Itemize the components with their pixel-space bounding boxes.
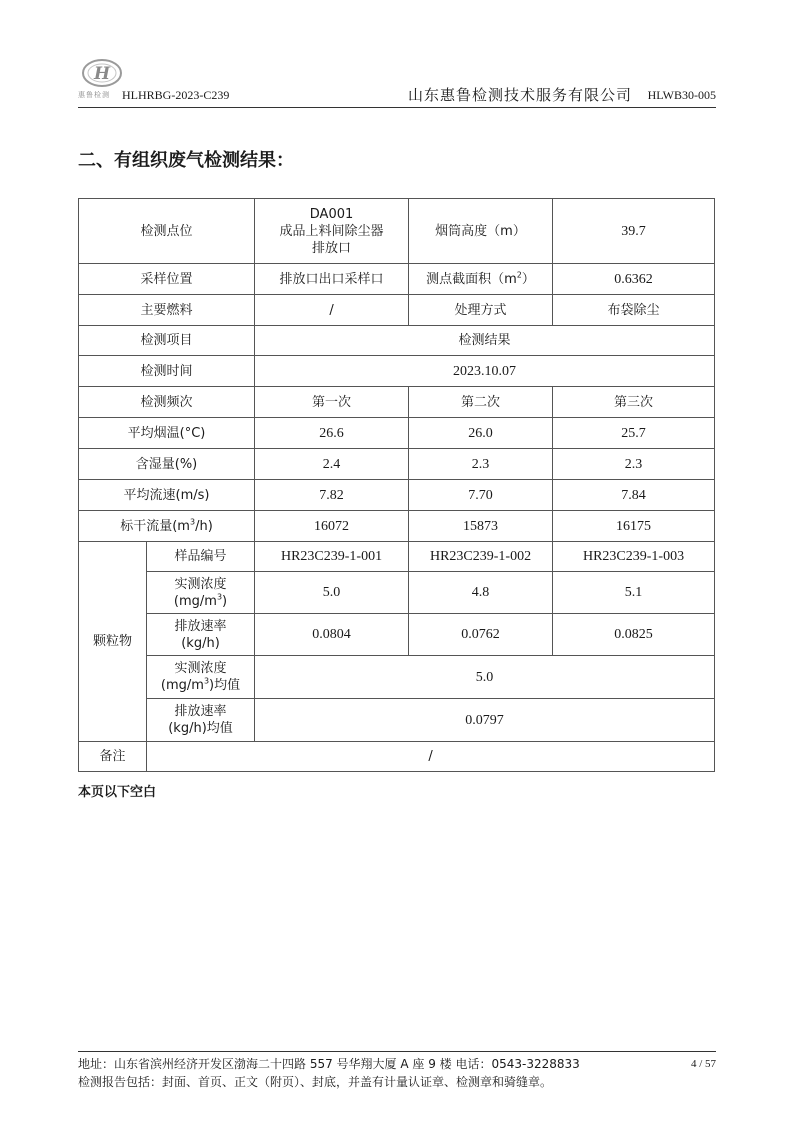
conc-value-2: 4.8 bbox=[409, 572, 553, 614]
time-value: 2023.10.07 bbox=[255, 356, 715, 387]
table-row bbox=[79, 326, 715, 356]
rate-avg-value: 0.0797 bbox=[255, 699, 715, 742]
humidity-label: 含湿量(%) bbox=[79, 449, 255, 480]
particulate-label: 颗粒物 bbox=[79, 542, 147, 742]
rate-label bbox=[147, 614, 255, 656]
conc-avg-label bbox=[147, 656, 255, 699]
fuel-value: / bbox=[255, 295, 409, 326]
sample-id-1: HR23C239-1-001 bbox=[255, 542, 409, 572]
rate-value-3: 0.0825 bbox=[553, 614, 715, 656]
point-label: 检测点位 bbox=[79, 199, 255, 264]
flow-value-2: 15873 bbox=[409, 511, 553, 542]
table-row bbox=[79, 742, 715, 772]
report-code: HLHRBG-2023-C239 bbox=[122, 88, 230, 102]
conc-label-line1: 实测浓度 bbox=[174, 576, 227, 592]
table-row bbox=[79, 449, 715, 480]
conc-avg-unit-suffix: )均值 bbox=[209, 678, 241, 693]
run-1: 第一次 bbox=[255, 387, 409, 418]
sample-id-label: 样品编号 bbox=[147, 542, 255, 572]
footer-address: 地址：山东省滨州经济开发区渤海二十四路 557 号华翔大厦 A 座 9 楼 电话：0543-3228833 bbox=[78, 1057, 580, 1071]
stack-height-value: 39.7 bbox=[553, 199, 715, 264]
section-area-value: 0.6362 bbox=[553, 264, 715, 295]
velocity-value-3: 7.84 bbox=[553, 480, 715, 511]
humidity-value-3: 2.3 bbox=[553, 449, 715, 480]
page-footer bbox=[78, 1051, 716, 1091]
velocity-label: 平均流速(m/s) bbox=[79, 480, 255, 511]
conc-avg-label-line2 bbox=[149, 677, 252, 694]
table-row bbox=[79, 511, 715, 542]
flow-value-1: 16072 bbox=[255, 511, 409, 542]
table-row bbox=[79, 418, 715, 449]
velocity-value-1: 7.82 bbox=[255, 480, 409, 511]
point-code: DA001 bbox=[309, 206, 354, 222]
conc-unit-sup: 3 bbox=[216, 592, 223, 602]
fuel-label: 主要燃料 bbox=[79, 295, 255, 326]
table-row bbox=[79, 264, 715, 295]
emission-results-table bbox=[78, 198, 715, 772]
conc-label bbox=[147, 572, 255, 614]
table-row bbox=[79, 656, 715, 699]
conc-avg-unit-text: (mg/m bbox=[160, 678, 204, 693]
rate-value-2: 0.0762 bbox=[409, 614, 553, 656]
table-row bbox=[79, 295, 715, 326]
stack-height-label: 烟筒高度（m） bbox=[409, 199, 553, 264]
conc-avg-value: 5.0 bbox=[255, 656, 715, 699]
rate-avg-label-line2: (kg/h)均值 bbox=[168, 721, 233, 736]
velocity-value-2: 7.70 bbox=[409, 480, 553, 511]
form-code: HLWB30-005 bbox=[647, 88, 716, 102]
humidity-value-1: 2.4 bbox=[255, 449, 409, 480]
table-row bbox=[79, 199, 715, 264]
table-row bbox=[79, 614, 715, 656]
flow-label-text: 标干流量(m bbox=[120, 518, 190, 534]
section-area-label-text: 测点截面积（m bbox=[426, 271, 517, 287]
page-number: 4 / 57 bbox=[690, 1058, 716, 1070]
table-row bbox=[79, 356, 715, 387]
sampling-position-value: 排放口出口采样口 bbox=[255, 264, 409, 295]
rate-label-line1: 排放速率 bbox=[174, 618, 227, 634]
sampling-position-label: 采样位置 bbox=[79, 264, 255, 295]
temp-label: 平均烟温(°C) bbox=[79, 418, 255, 449]
run-3: 第三次 bbox=[553, 387, 715, 418]
treatment-label: 处理方式 bbox=[409, 295, 553, 326]
company-name: 山东惠鲁检测技术服务有限公司 bbox=[407, 86, 632, 104]
conc-unit-text: (mg/m bbox=[173, 593, 217, 609]
section-area-label-suffix: ） bbox=[521, 271, 535, 287]
treatment-value: 布袋除尘 bbox=[553, 295, 715, 326]
flow-label-sup: 3 bbox=[189, 517, 196, 527]
header-divider bbox=[78, 107, 716, 108]
flow-label-suffix: /h) bbox=[195, 518, 213, 534]
conc-avg-label-line1: 实测浓度 bbox=[174, 661, 227, 676]
conc-value-1: 5.0 bbox=[255, 572, 409, 614]
rate-avg-label bbox=[147, 699, 255, 742]
footer-address-line bbox=[78, 1055, 716, 1073]
temp-value-2: 26.0 bbox=[409, 418, 553, 449]
sample-id-2: HR23C239-1-002 bbox=[409, 542, 553, 572]
rate-avg-label-line1: 排放速率 bbox=[174, 704, 227, 719]
svg-text:H: H bbox=[93, 64, 111, 84]
time-label: 检测时间 bbox=[79, 356, 255, 387]
point-location: 成品上料间除尘器 bbox=[279, 223, 384, 239]
run-2: 第二次 bbox=[409, 387, 553, 418]
point-outlet: 排放口 bbox=[312, 240, 352, 256]
conc-avg-unit-sup: 3 bbox=[203, 676, 210, 686]
table-row bbox=[79, 542, 715, 572]
sample-id-3: HR23C239-1-003 bbox=[553, 542, 715, 572]
logo-text: 惠鲁检测 bbox=[78, 91, 110, 99]
footer-contents-note: 检测报告包括：封面、首页、正文（附页）、封底，并盖有计量认证章、检测章和骑缝章。 bbox=[78, 1075, 553, 1089]
conc-label-line2 bbox=[149, 593, 252, 610]
point-value bbox=[255, 199, 409, 264]
section-area-label-sup: 2 bbox=[516, 270, 522, 280]
blank-note: 本页以下空白 bbox=[78, 785, 157, 800]
table-row bbox=[79, 480, 715, 511]
frequency-label: 检测频次 bbox=[79, 387, 255, 418]
table-row bbox=[79, 699, 715, 742]
section-area-label bbox=[409, 264, 553, 295]
conc-unit-suffix: ) bbox=[222, 593, 228, 609]
humidity-value-2: 2.3 bbox=[409, 449, 553, 480]
section-title: 二、有组织废气检测结果： bbox=[78, 150, 294, 171]
footer-divider bbox=[78, 1051, 716, 1052]
table-row bbox=[79, 572, 715, 614]
page-header bbox=[78, 58, 716, 108]
rate-label-line2: (kg/h) bbox=[181, 635, 220, 651]
temp-value-3: 25.7 bbox=[553, 418, 715, 449]
item-label: 检测项目 bbox=[79, 326, 255, 356]
temp-value-1: 26.6 bbox=[255, 418, 409, 449]
conc-value-3: 5.1 bbox=[553, 572, 715, 614]
result-label: 检测结果 bbox=[255, 326, 715, 356]
remark-value: / bbox=[147, 742, 715, 772]
rate-value-1: 0.0804 bbox=[255, 614, 409, 656]
flow-value-3: 16175 bbox=[553, 511, 715, 542]
table-row bbox=[79, 387, 715, 418]
remark-label: 备注 bbox=[79, 742, 147, 772]
flow-label bbox=[79, 511, 255, 542]
